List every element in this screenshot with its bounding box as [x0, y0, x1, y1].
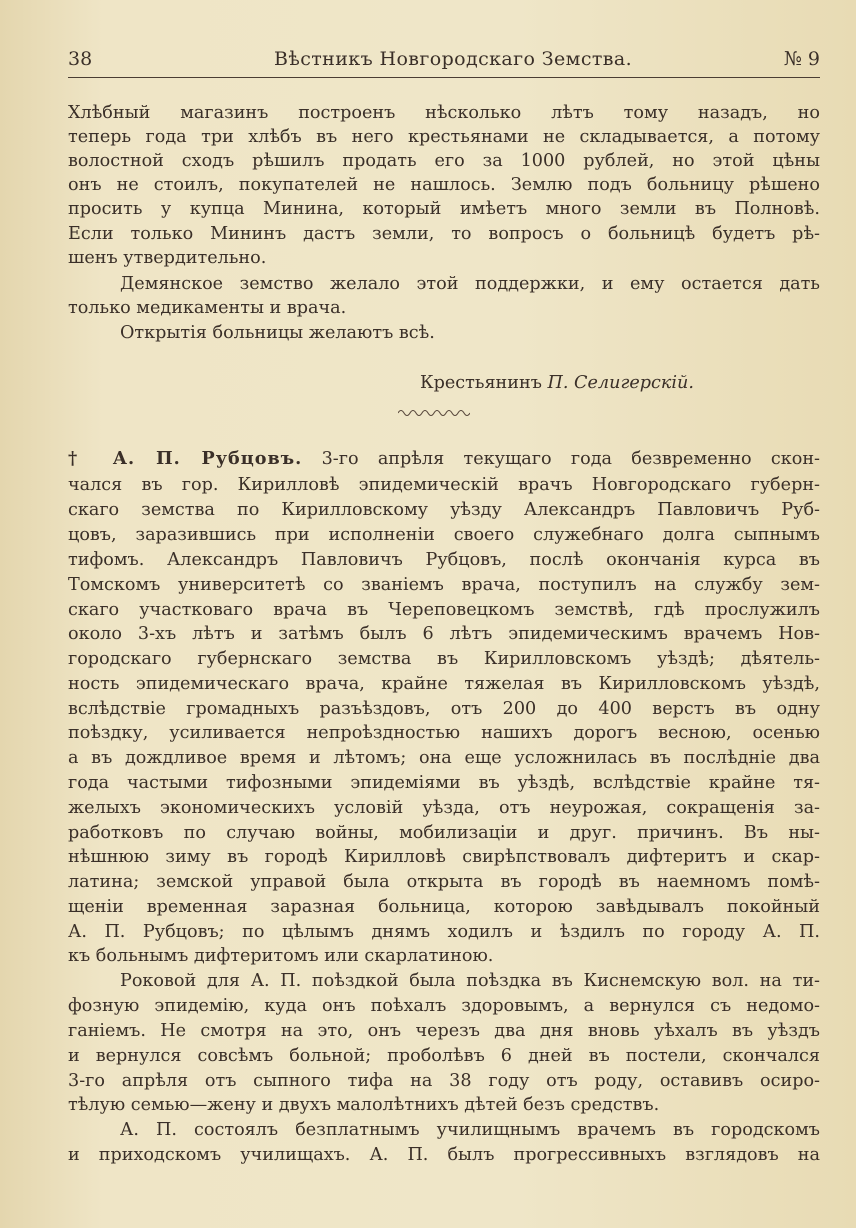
- obituary-line: года частыми тифозными эпидеміями въ уѣздѣ, вслѣдствіе крайне тя-: [68, 773, 820, 793]
- letter-line: шенъ утвердительно.: [68, 248, 267, 268]
- letter-signature: [420, 370, 820, 396]
- obituary-line: вслѣдствіе громадныхъ разъѣздовъ, отъ 200 до 400 верстъ въ одну: [68, 699, 820, 719]
- issue-number: № 9: [783, 48, 820, 70]
- obituary-line: щеніи временная заразная больница, которою завѣдывалъ покойный: [68, 897, 820, 917]
- obituary-line: и вернулся совсѣмъ больной; проболѣвъ 6 дней въ постели, скончался: [68, 1046, 820, 1066]
- obituary-heading: † А. П. Рубцовъ.: [68, 448, 303, 469]
- letter-line: Если только Мининъ дастъ земли, то вопросъ о больницѣ будетъ рѣ-: [68, 224, 820, 244]
- obituary-line: А. П. состоялъ безплатнымъ училищнымъ врачемъ въ городскомъ: [120, 1120, 820, 1140]
- obituary-line: и приходскомъ училищахъ. А. П. былъ прогрессивныхъ взглядовъ на: [68, 1145, 820, 1165]
- obituary-line: чался въ гор. Кирилловѣ эпидемическій врачъ Новгородскаго губерн-: [68, 475, 820, 495]
- letter-line: Демянское земство желало этой поддержки, и ему остается дать: [120, 274, 820, 294]
- obituary-line: латина; земской управой была открыта въ городѣ въ наемномъ помѣ-: [68, 872, 820, 892]
- obituary-line: городскаго губернскаго земства въ Кирилловскомъ уѣздѣ; дѣятель-: [68, 649, 820, 669]
- obituary-line: тифомъ. Александръ Павловичъ Рубцовъ, послѣ окончанія курса въ: [68, 550, 820, 570]
- obituary-line: 3-го апрѣля отъ сыпного тифа на 38 году отъ роду, оставивъ осиро-: [68, 1071, 820, 1091]
- obituary-line: ность эпидемическаго врача, крайне тяжелая въ Кирилловскомъ уѣздѣ,: [68, 674, 820, 694]
- obituary-line: нѣшнюю зиму въ городѣ Кирилловѣ свирѣпствовалъ дифтеритъ и скар-: [68, 847, 820, 867]
- letter-line: теперь года три хлѣбъ въ него крестьянами не складывается, а потому: [68, 127, 820, 147]
- letter-line: Хлѣбный магазинъ построенъ нѣсколько лѣтъ тому назадъ, но: [68, 103, 820, 123]
- obituary-line: работковъ по случаю войны, мобилизаціи и друг. причинъ. Въ ны-: [68, 823, 820, 843]
- running-header: [68, 46, 820, 72]
- obituary-line: къ больнымъ дифтеритомъ или скарлатиною.: [68, 946, 494, 966]
- letter-line: онъ не стоилъ, покупателей не нашлось. Землю подъ больницу рѣшено: [68, 175, 820, 195]
- obituary-line: тѣлую семью—жену и двухъ малолѣтнихъ дѣтей безъ средствъ.: [68, 1095, 660, 1115]
- journal-title: Вѣстникъ Новгородскаго Земства.: [274, 48, 633, 70]
- obituary-line: А. П. Рубцовъ; по цѣлымъ днямъ ходилъ и ѣздилъ по городу А. П.: [68, 922, 820, 942]
- obituary-line: Роковой для А. П. поѣздкой была поѣздка въ Киснемскую вол. на ти-: [120, 971, 820, 991]
- letter-line: Открытія больницы желаютъ всѣ.: [120, 323, 435, 343]
- obituary-line: ганіемъ. Не смотря на это, онъ черезъ два дня вновь уѣхалъ въ уѣздъ: [68, 1021, 820, 1041]
- obituary-line-rest: 3-го апрѣля текущаго года безвременно скон-: [321, 449, 820, 469]
- page-number: 38: [68, 48, 93, 70]
- obituary-first-line: [68, 446, 820, 472]
- letter-line: только медикаменты и врача.: [68, 298, 347, 318]
- signature-prefix: Крестьянинъ: [420, 373, 542, 393]
- obituary-line: желыхъ экономическихъ условій уѣзда, отъ неурожая, сокращенія за-: [68, 798, 820, 818]
- signature-name: П. Селигерскій.: [547, 373, 694, 393]
- obituary-line: а въ дождливое время и лѣтомъ; она еще усложнилась въ послѣдніе два: [68, 748, 820, 768]
- obituary-line: фозную эпидемію, куда онъ поѣхалъ здоровымъ, а вернулся съ недомо-: [68, 996, 820, 1016]
- header-rule: [68, 77, 820, 78]
- obituary-line: скаго земства по Кирилловскому уѣзду Александръ Павловичъ Руб-: [68, 500, 820, 520]
- letter-line: волостной сходъ рѣшилъ продать его за 1000 рублей, но этой цѣны: [68, 151, 820, 171]
- obituary-line: цовъ, заразившись при исполненіи своего служебнаго долга сыпнымъ: [68, 525, 820, 545]
- section-divider-ornament: [398, 406, 470, 420]
- obituary-line: около 3-хъ лѣтъ и затѣмъ былъ 6 лѣтъ эпидемическимъ врачемъ Нов-: [68, 624, 820, 644]
- obituary-line: поѣздку, усиливается непроѣздностью нашихъ дорогъ весною, осенью: [68, 723, 820, 743]
- obituary-line: скаго участковаго врача въ Череповецкомъ земствѣ, гдѣ прослужилъ: [68, 600, 820, 620]
- letter-line: просить у купца Минина, который имѣетъ много земли въ Полновѣ.: [68, 199, 820, 219]
- obituary-line: Томскомъ университетѣ со званіемъ врача, поступилъ на службу зем-: [68, 575, 820, 595]
